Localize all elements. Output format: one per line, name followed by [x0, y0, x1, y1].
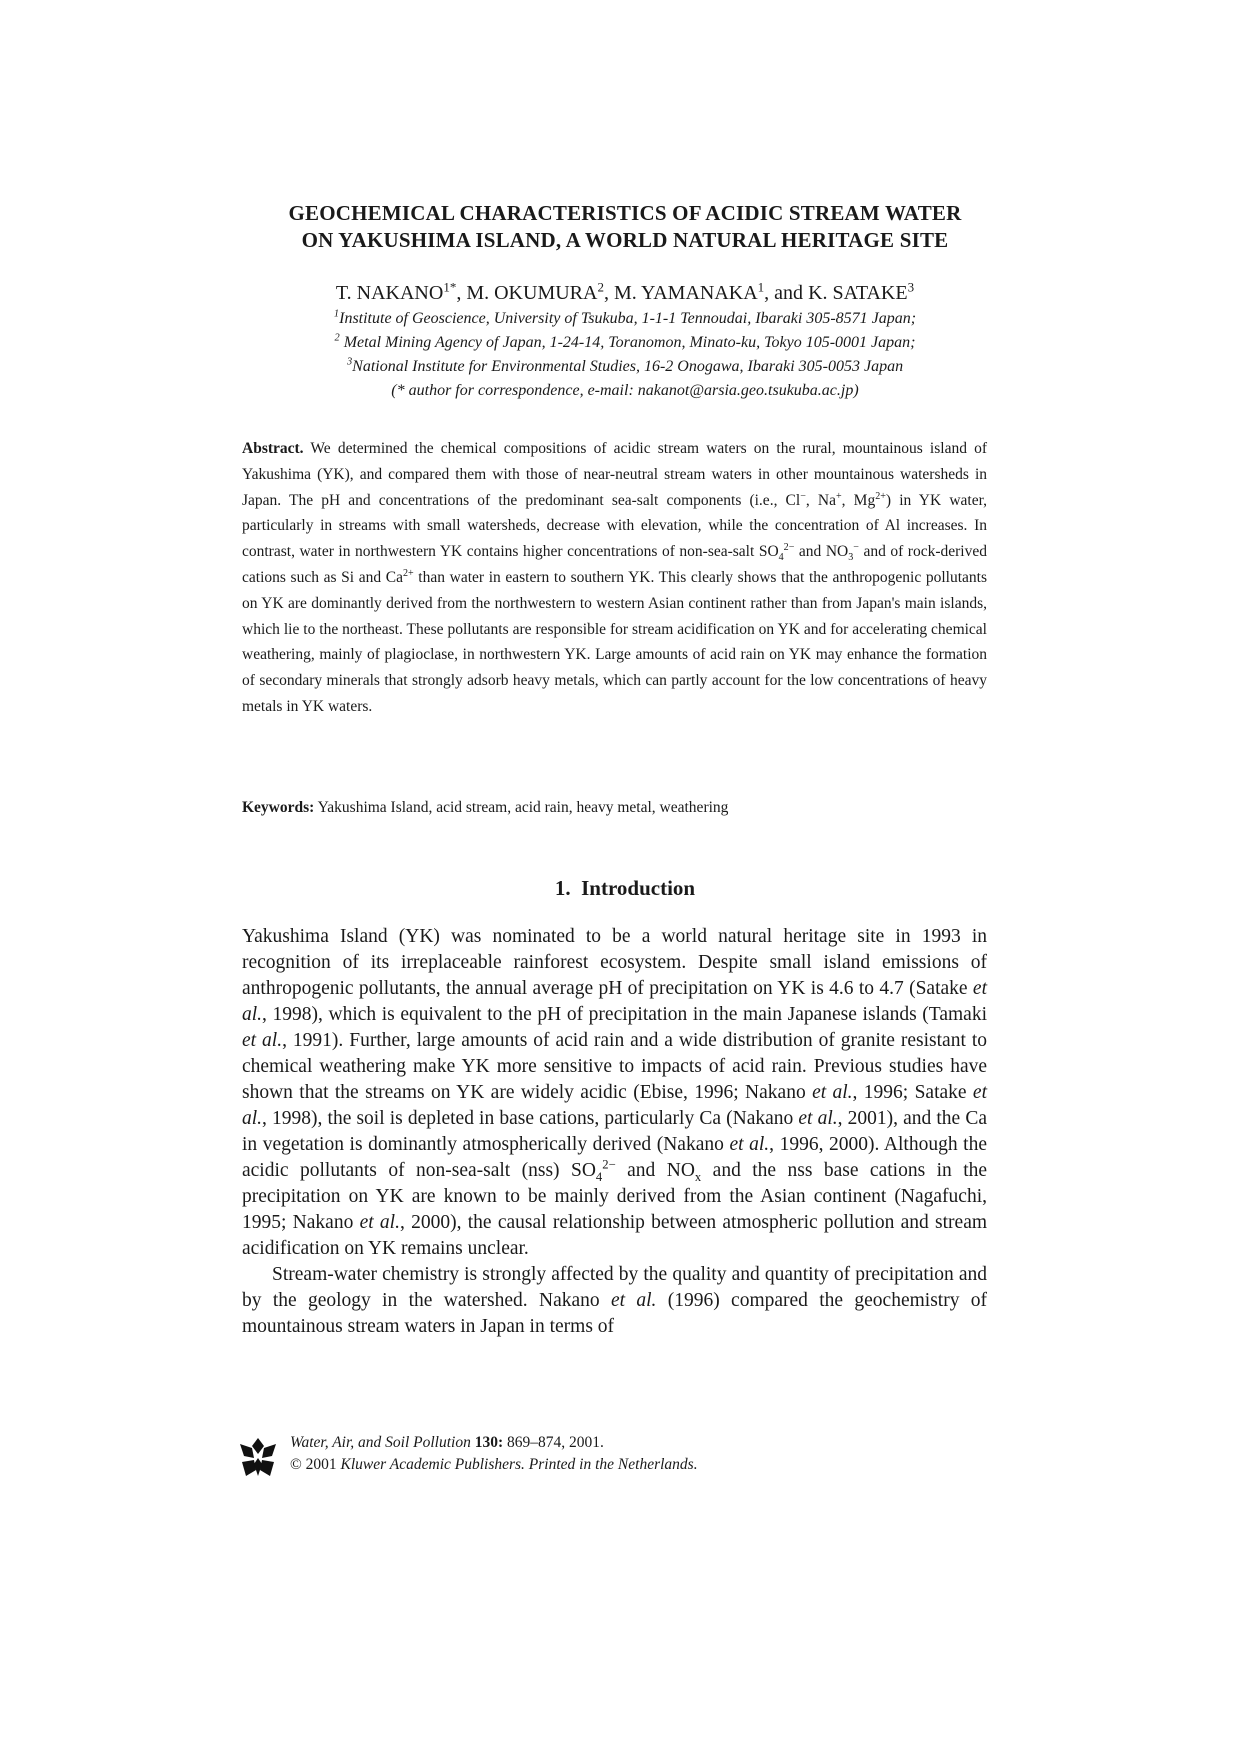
author-list: T. $NAKANO^{1*}$, M. OKUMURA$^2$, M. YAMANAKA$^1$, and K. SATAKE$^3$: [335, 279, 915, 304]
footer-text: [290, 1432, 698, 1476]
correspondence-line: (* author for correspondence, e-mail: nakanot@arsia.geo.tsukuba.ac.jp): [391, 382, 859, 399]
citation-etal: et al.: [812, 1082, 853, 1103]
citation-etal: et al.: [798, 1108, 838, 1129]
journal-footer: [238, 1432, 998, 1492]
abstract-text: and of rock-derived cations such as Si and Ca: [242, 543, 987, 586]
author-affiliation-mark: 1: [757, 279, 765, 295]
affiliation-text: Institute of Geoscience, University of Tsukuba, 1-1-1 Tennoudai, Ibaraki 305-8571 Japan;: [339, 310, 917, 327]
publisher-logo-icon: [238, 1436, 278, 1478]
journal-volume: 130:: [474, 1434, 504, 1451]
formula-subscript: 4: [778, 552, 784, 564]
body-paragraph: [242, 1262, 987, 1340]
abstract-text: , Mg: [841, 491, 876, 509]
keywords: [242, 796, 987, 820]
abstract-text: ) in YK water, particularly in streams with small watersheds, decrease with elevation, while the concentration of Al increases. In contrast, water in northwestern YK contains higher concentrations of non-sea-salt SO: [242, 491, 987, 561]
citation-etal: et al.: [359, 1212, 400, 1233]
author-affiliation-mark: 2: [597, 279, 604, 295]
formula-subscript: 4: [595, 1169, 603, 1184]
body-text: Yakushima Island (YK) was nominated to be a world natural heritage site in 1993 in recognition of its irreplaceable rainforest ecosystem. Despite small island emissions of anthropogenic pollutants, the annual average pH of precipitation on YK is 4.6 to 4.7 (Satake: [242, 926, 987, 999]
author-name: M. OKUMURA: [466, 282, 598, 304]
affiliation-mark: 3: [346, 356, 353, 368]
formula-subscript: 3: [848, 552, 854, 564]
abstract-text: We determined the chemical compositions of acidic stream waters on the rural, mountainous island of Yakushima (YK), and compared them with those of near-neutral stream waters in other mountainous watersheds in Japan. The pH and concentrations of the predominant sea-salt components (i.e., Cl: [242, 440, 987, 509]
keywords-text: Yakushima Island, acid stream, acid rain, heavy metal, weathering: [317, 799, 729, 816]
body-text: (1996) compared the geochemistry of mountainous stream waters in Japan in terms of: [242, 1290, 988, 1337]
affiliation-text: Metal Mining Agency of Japan, 1-24-14, Toranomon, Minato-ku, Tokyo 105-0001 Japan;: [343, 334, 916, 351]
body-text: , 1998), which is equivalent to the pH of precipitation in the main Japanese islands (Tamaki: [262, 1004, 987, 1025]
body-text: , 1996, 2000). Although the acidic pollutants of non-sea-salt (nss) SO: [242, 1134, 987, 1181]
ion-charge: +: [835, 490, 842, 502]
citation-etal: et al.: [242, 1082, 987, 1129]
author-affiliation-mark: 1*: [443, 279, 457, 295]
introduction-body: [242, 924, 987, 1340]
paper-title: [200, 200, 1050, 254]
copyright-notice: © 2001: [290, 1456, 337, 1473]
ion-charge: 2−: [783, 542, 795, 554]
section-heading: [200, 874, 1050, 902]
title-line-2: ON YAKUSHIMA ISLAND, A WORLD NATURAL HERITAGE SITE: [301, 228, 949, 252]
body-text: , 1991). Further, large amounts of acid rain and a wide distribution of granite resistant to chemical weathering make YK more sensitive to impacts of acid rain. Previous studies have shown that the streams on YK are widely acidic (Ebise, 1996; Nakano: [242, 1030, 987, 1103]
citation-line: [290, 1432, 698, 1454]
body-paragraph: [242, 924, 987, 1262]
affiliation-line: [200, 355, 1050, 379]
abstract: [242, 436, 987, 720]
ion-charge: 2+: [875, 490, 886, 502]
body-text: , 2001), and the Ca in vegetation is dominantly atmospherically derived (Nakano: [242, 1108, 987, 1155]
body-text: and the nss base cations in the precipitation on YK are known to be mainly derived from the Asian continent (Nagafuchi, 1995; Nakano: [242, 1160, 988, 1233]
author-name: K. SATAKE: [808, 282, 908, 304]
ion-charge: 2−: [602, 1157, 616, 1172]
body-text: , 1998), the soil is depleted in base cations, particularly Ca (Nakano: [262, 1108, 799, 1129]
body-text: Stream-water chemistry is strongly affected by the quality and quantity of precipitation and by the geology in the watershed. Nakano: [242, 1264, 987, 1311]
journal-name: Water, Air, and Soil Pollution: [290, 1434, 471, 1451]
body-text: and NO: [615, 1160, 695, 1181]
ion-charge: −: [800, 490, 806, 502]
citation-etal: et al.: [242, 978, 987, 1025]
journal-pages: 869–874, 2001.: [507, 1434, 604, 1451]
title-line-1: GEOCHEMICAL CHARACTERISTICS OF ACIDIC STREAM WATER: [288, 201, 962, 225]
abstract-text: , Na: [805, 491, 836, 509]
affiliation-text: National Institute for Environmental Studies, 16-2 Onogawa, Ibaraki 305-0053 Japan: [352, 358, 904, 375]
citation-etal: et al.: [242, 1030, 283, 1051]
section-number: 1.: [554, 876, 571, 900]
abstract-paragraph: [242, 436, 987, 720]
author-name: T. NAKANO: [335, 282, 444, 304]
ion-charge: 2+: [402, 567, 414, 579]
author-affiliation-mark: 3: [907, 279, 915, 295]
affiliations: [200, 307, 1050, 403]
keywords-label: Keywords:: [242, 799, 315, 816]
ion-charge: −: [853, 542, 859, 554]
author-name: M. YAMANAKA: [613, 282, 758, 304]
author-conjunction: and: [774, 282, 804, 304]
body-text: , 1996; Satake: [852, 1082, 973, 1103]
affiliation-mark: 2: [334, 332, 340, 344]
affiliation-mark: 1: [333, 308, 340, 320]
citation-etal: et al.: [729, 1134, 770, 1155]
publisher-name: Kluwer Academic Publishers. Printed in the Netherlands.: [340, 1456, 698, 1473]
copyright-line: [290, 1454, 698, 1476]
abstract-label: Abstract.: [242, 440, 304, 457]
body-text: , 2000), the causal relationship between atmospheric pollution and stream acidification on YK remains unclear.: [242, 1212, 988, 1259]
abstract-text: and NO: [794, 543, 849, 561]
affiliation-line: [200, 331, 1050, 355]
citation-etal: et al.: [610, 1290, 657, 1311]
abstract-text: than water in eastern to southern YK. This clearly shows that the anthropogenic pollutants on YK are dominantly derived from the northwestern to western Asian continent rather than from Japan's main islands, which lie to the northeast. These pollutants are responsible for stream acidification on YK and for accelerating chemical weathering, mainly of plagioclase, in northwestern YK. Large amounts of acid rain on YK may enhance the formation of secondary minerals that strongly adsorb heavy metals, which can partly account for the low concentrations of heavy metals in YK waters.: [242, 568, 987, 715]
section-title: Introduction: [581, 876, 696, 900]
affiliation-line: [200, 307, 1050, 331]
formula-subscript: x: [694, 1169, 702, 1184]
